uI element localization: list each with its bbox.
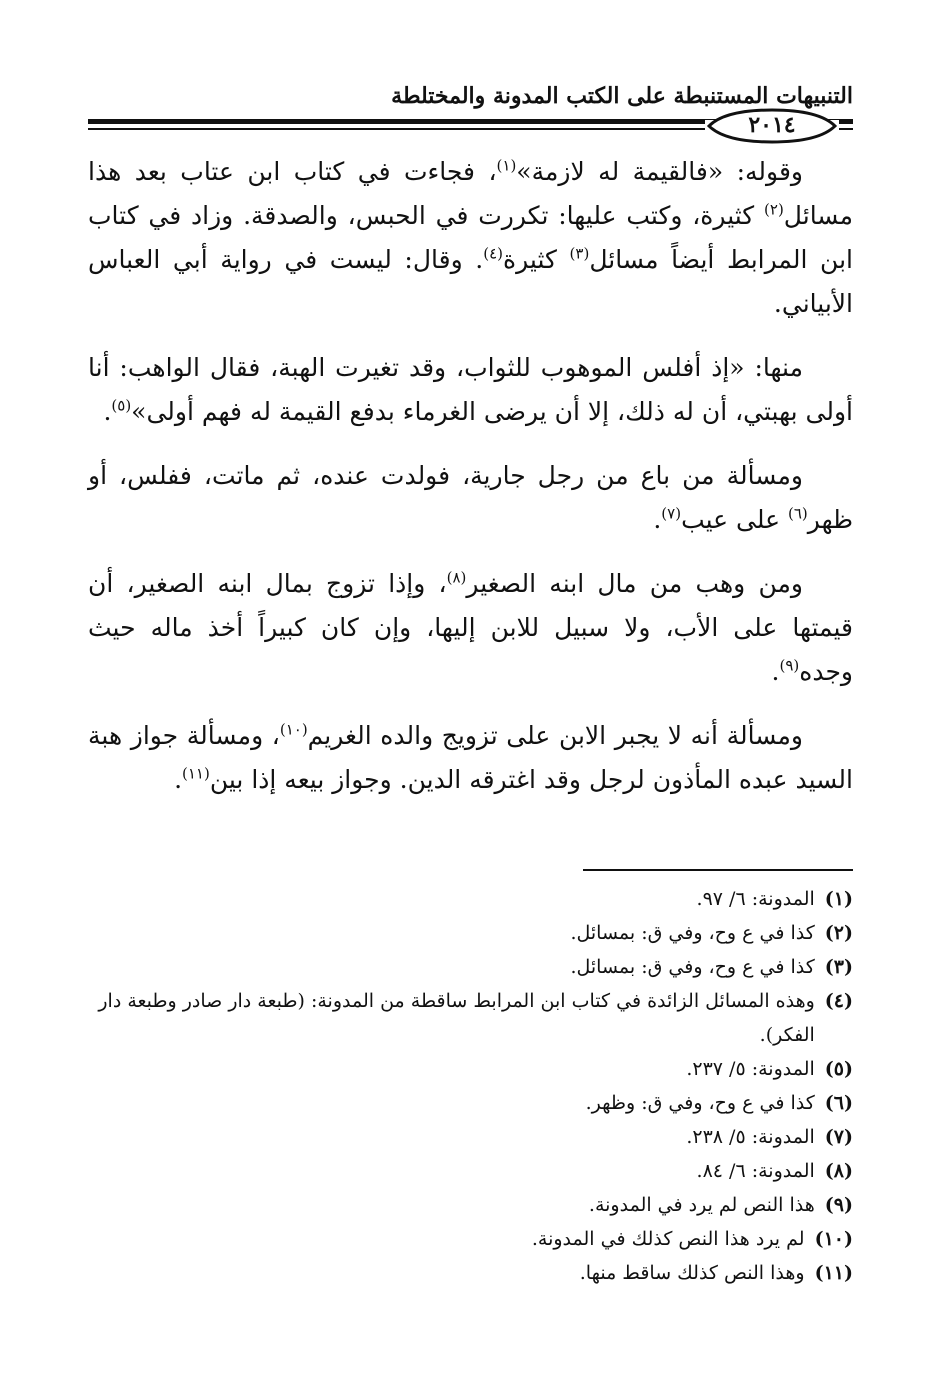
footnote-separator: [583, 869, 853, 871]
paragraph-text: ، ومسألة جواز هبة السيد عبده المأذون لرجل وقد اغترقه الدين. وجواز بيعه إذا بين: [88, 721, 853, 794]
paragraph-3: [88, 454, 853, 542]
footnote-ref[interactable]: (٤): [483, 244, 504, 263]
footnote-text: كذا في ع وح، وفي ق: بمسائل.: [570, 956, 815, 978]
footnote-ref[interactable]: (٧): [661, 504, 682, 523]
footnote-number: (١): [824, 888, 853, 910]
paragraph-text: .: [653, 505, 662, 534]
paragraph-text: على عيب: [681, 505, 788, 534]
footnote: [88, 1188, 853, 1222]
footnote-text: المدونة: ٦/ ٨٤.: [696, 1160, 815, 1182]
paragraph-text: وقوله: «فالقيمة له لازمة»: [516, 157, 803, 186]
footnote: [88, 916, 853, 950]
footnote-ref[interactable]: (٥): [111, 396, 132, 415]
paragraph-text: ومن وهب من مال ابنه الصغير: [466, 569, 803, 598]
page-number: ٢٠١٤: [748, 112, 796, 138]
footnote-text: المدونة: ٥/ ٢٣٨.: [686, 1126, 815, 1148]
paragraph-text: ، فجاءت في كتاب ابن عتاب بعد هذا مسائل: [88, 157, 853, 230]
paragraph-text: .: [771, 657, 780, 686]
footnote-ref[interactable]: (١٠): [279, 720, 308, 739]
footnote-number: (٧): [824, 1126, 853, 1148]
paragraph-text: .: [103, 397, 112, 426]
footnote-number: (٨): [824, 1160, 853, 1182]
footnote: [88, 882, 853, 916]
footnote-number: (٢): [824, 922, 853, 944]
footnote-text: وهذا النص كذلك ساقط منها.: [579, 1262, 805, 1284]
footnote-number: (٦): [824, 1092, 853, 1114]
page-number-badge: [703, 108, 841, 144]
paragraph-text: منها: «إذ أفلس الموهوب للثواب، وقد تغيرت الهبة، فقال الواهب: أنا أولى بهبتي، أن له ذلك، إلا أن يرضى الغرماء بدفع القيمة له فهم أولى»: [88, 353, 853, 426]
footnote-number: (٣): [824, 956, 853, 978]
running-header-title: التنبيهات المستنبطة على الكتب المدونة والمختلطة: [391, 83, 853, 109]
footnote-text: وهذه المسائل الزائدة في كتاب ابن المرابط ساقطة من المدونة: (طبعة دار صادر وطبعة دار الفكر).: [98, 990, 815, 1046]
footnote-ref[interactable]: (٩): [779, 656, 800, 675]
footnotes: [88, 882, 853, 1290]
footnote-number: (١٠): [814, 1228, 853, 1250]
footnote-number: (٥): [824, 1058, 853, 1080]
footnote: [88, 950, 853, 984]
footnote: [88, 1154, 853, 1188]
paragraph-text: ، وإذا تزوج بمال ابنه الصغير، أن قيمتها على الأب، ولا سبيل للابن إليها، وإن كان كبيراً أخذ ماله حيث وجده: [88, 569, 853, 686]
footnote-ref[interactable]: (٦): [788, 504, 808, 523]
paragraph-4: [88, 562, 853, 694]
footnote: [88, 984, 853, 1052]
footnote-text: كذا في ع وح، وفي ق: بمسائل.: [570, 922, 815, 944]
main-text: [88, 150, 853, 822]
paragraph-text: كثيرة: [503, 245, 570, 274]
paragraph-text: ومسألة أنه لا يجبر الابن على تزويج والده الغريم: [307, 721, 803, 750]
footnote: [88, 1222, 853, 1256]
footnote-text: هذا النص لم يرد في المدونة.: [588, 1194, 815, 1216]
paragraph-2: [88, 346, 853, 434]
footnote: [88, 1120, 853, 1154]
footnote-text: المدونة: ٥/ ٢٣٧.: [686, 1058, 815, 1080]
paragraph-5: [88, 714, 853, 802]
footnote-ref[interactable]: (٢): [764, 200, 784, 219]
footnote: [88, 1052, 853, 1086]
footnote-number: (٩): [824, 1194, 853, 1216]
paragraph-text: .: [174, 765, 183, 794]
footnote: [88, 1256, 853, 1290]
paragraph-1: [88, 150, 853, 326]
footnote-text: لم يرد هذا النص كذلك في المدونة.: [531, 1228, 805, 1250]
footnote-text: كذا في ع وح، وفي ق: وظهر.: [585, 1092, 815, 1114]
footnote-ref[interactable]: (١): [496, 156, 517, 175]
paragraph-text: كثيرة، وكتب عليها: تكررت في الحبس، والصدقة. وزاد في كتاب ابن المرابط أيضاً مسائل: [88, 201, 853, 274]
footnote-ref[interactable]: (١١): [182, 764, 210, 783]
footnote-ref[interactable]: (٣): [569, 244, 590, 263]
paragraph-text: ومسألة من باع من رجل جارية، فولدت عنده، ثم ماتت، ففلس، أو ظهر: [88, 461, 853, 534]
footnote-ref[interactable]: (٨): [446, 568, 467, 587]
footnote-number: (١١): [814, 1262, 853, 1284]
paragraph-text: . وقال: ليست في رواية أبي العباس الأبياني.: [88, 245, 853, 318]
footnote: [88, 1086, 853, 1120]
footnote-text: المدونة: ٦/ ٩٧.: [696, 888, 815, 910]
footnote-number: (٤): [824, 990, 853, 1012]
